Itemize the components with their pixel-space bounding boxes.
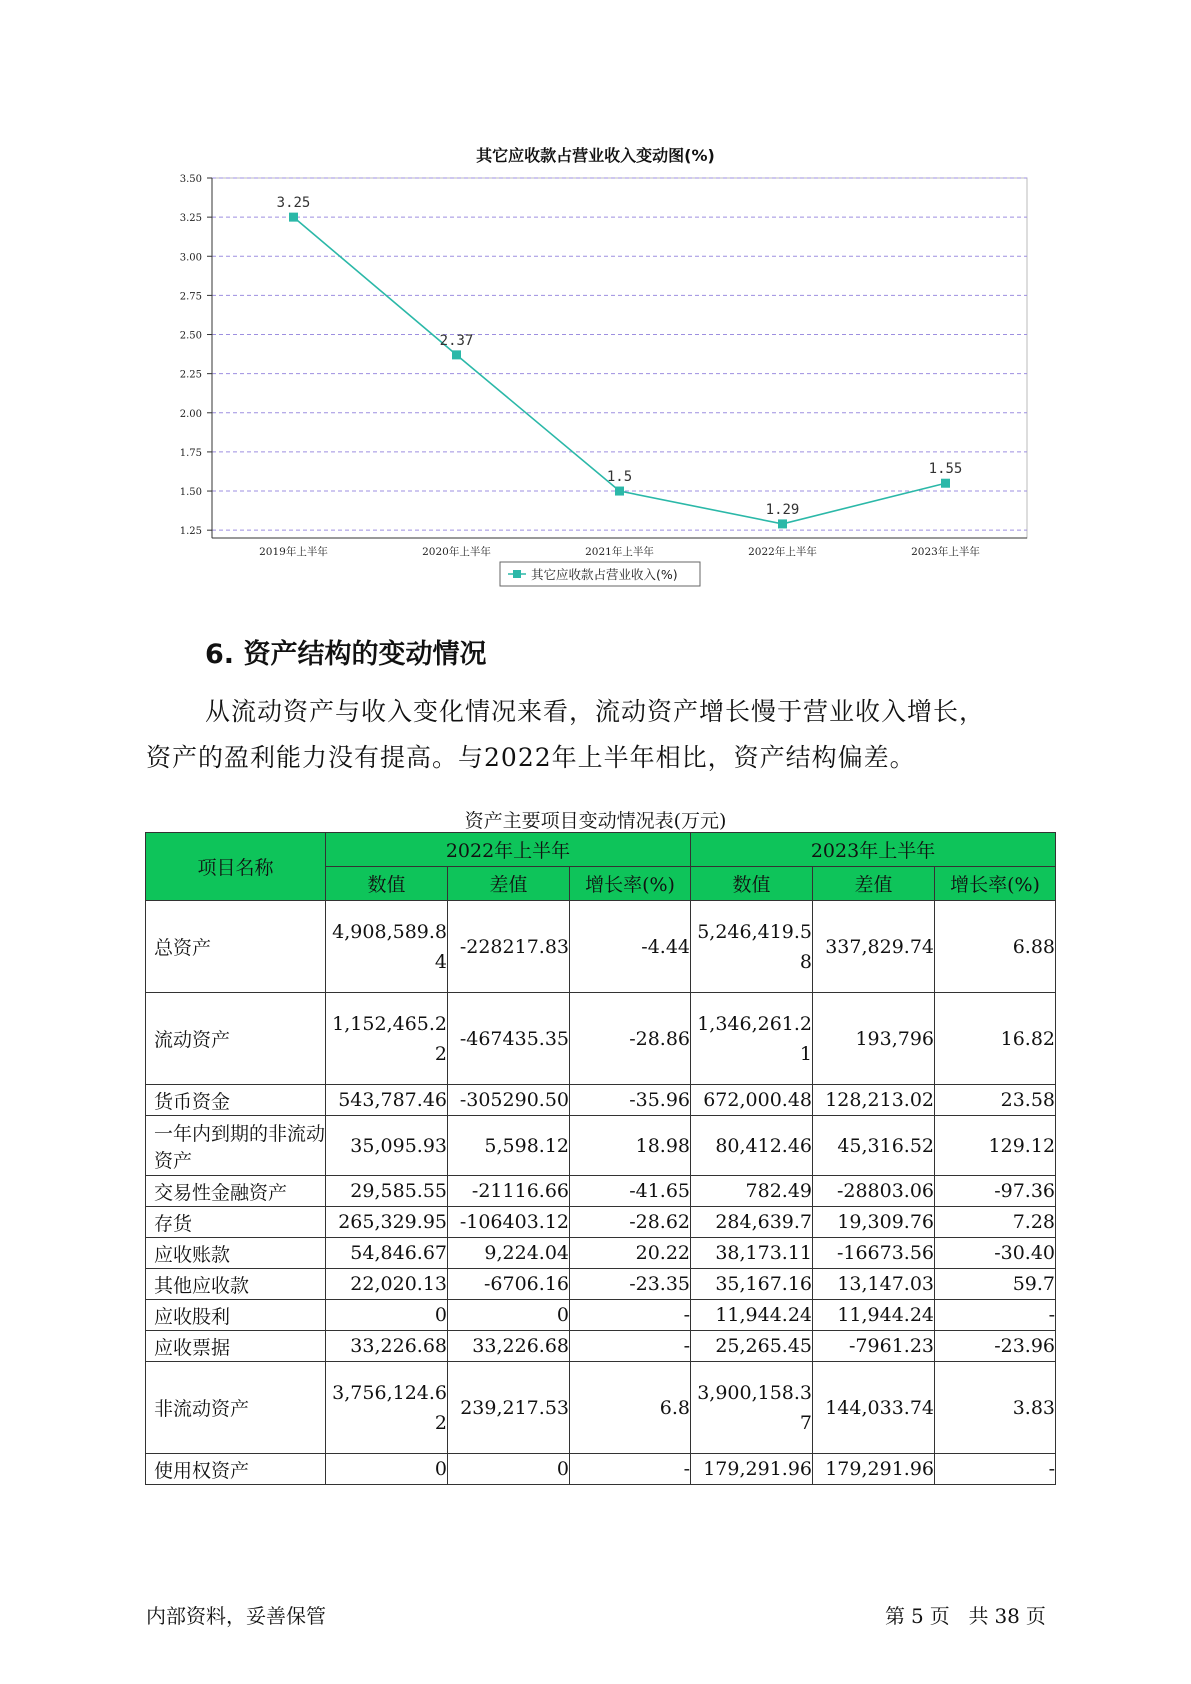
- cell-v2: 3,900,158.37: [691, 1362, 813, 1454]
- data-point: [289, 213, 298, 222]
- cell-v1: 265,329.95: [326, 1207, 448, 1238]
- cell-r2: 3.83: [935, 1362, 1056, 1454]
- cell-v1: 33,226.68: [326, 1331, 448, 1362]
- cell-d2: -7961.23: [813, 1331, 935, 1362]
- x-tick-label: 2020年上半年: [422, 546, 491, 558]
- cell-r2: 7.28: [935, 1207, 1056, 1238]
- y-tick-label: 3.25: [179, 213, 202, 225]
- line-chart: [0, 0, 1191, 600]
- y-tick-label: 1.25: [179, 526, 202, 538]
- paragraph-line-1: 从流动资产与收入变化情况来看，流动资产增长慢于营业收入增长，: [205, 697, 986, 726]
- cell-v2: 25,265.45: [691, 1331, 813, 1362]
- table-row: [146, 1331, 1056, 1362]
- table-row: [146, 1176, 1056, 1207]
- cell-d2: 144,033.74: [813, 1362, 935, 1454]
- cell-v2: 672,000.48: [691, 1085, 813, 1116]
- cell-d1: -305290.50: [448, 1085, 570, 1116]
- cell-d1: -21116.66: [448, 1176, 570, 1207]
- row-item-name: 总资产: [146, 901, 326, 993]
- cell-r1: -4.44: [570, 901, 691, 993]
- table-row: [146, 1238, 1056, 1269]
- cell-r1: 18.98: [570, 1116, 691, 1176]
- page-number-value: 5: [911, 1604, 924, 1628]
- cell-d2: 45,316.52: [813, 1116, 935, 1176]
- cell-v1: 0: [326, 1300, 448, 1331]
- cell-d2: 337,829.74: [813, 901, 935, 993]
- row-item-name: 其他应收款: [146, 1269, 326, 1300]
- table-caption: 资产主要项目变动情况表(万元): [464, 810, 727, 832]
- cell-v2: 11,944.24: [691, 1300, 813, 1331]
- assets-table: [145, 832, 1056, 1485]
- row-item-name: 货币资金: [146, 1085, 326, 1116]
- row-item-name: 应收股利: [146, 1300, 326, 1331]
- table-row: [146, 1116, 1056, 1176]
- cell-v1: 4,908,589.84: [326, 901, 448, 993]
- cell-r2: 6.88: [935, 901, 1056, 993]
- total-prefix: 共: [968, 1604, 989, 1628]
- cell-v1: 35,095.93: [326, 1116, 448, 1176]
- cell-v2: 782.49: [691, 1176, 813, 1207]
- data-label: 1.55: [928, 461, 963, 478]
- table-row: [146, 1269, 1056, 1300]
- y-tick-label: 1.75: [179, 447, 202, 459]
- y-tick-label: 2.25: [179, 369, 202, 381]
- cell-r1: -: [570, 1331, 691, 1362]
- table-row: [146, 901, 1056, 993]
- section-heading: 6. 资产结构的变动情况: [205, 639, 487, 670]
- chart-title: 其它应收款占营业收入变动图(%): [476, 146, 715, 165]
- x-tick-label: 2021年上半年: [585, 546, 654, 558]
- cell-r1: -: [570, 1300, 691, 1331]
- row-item-name: 存货: [146, 1207, 326, 1238]
- cell-d1: -467435.35: [448, 993, 570, 1085]
- data-point: [941, 479, 950, 488]
- y-tick-label: 3.00: [179, 252, 202, 264]
- cell-r2: 23.58: [935, 1085, 1056, 1116]
- y-tick-label: 2.00: [179, 408, 202, 420]
- cell-d2: 11,944.24: [813, 1300, 935, 1331]
- table-row: [146, 1300, 1056, 1331]
- cell-r1: 6.8: [570, 1362, 691, 1454]
- cell-d2: 193,796: [813, 993, 935, 1085]
- cell-v1: 543,787.46: [326, 1085, 448, 1116]
- page-number: [885, 1600, 1052, 1629]
- cell-d2: 19,309.76: [813, 1207, 935, 1238]
- cell-v1: 1,152,465.22: [326, 993, 448, 1085]
- header-period-2023: 2023年上半年: [691, 833, 1056, 867]
- data-label: 3.25: [276, 195, 311, 212]
- cell-d2: 179,291.96: [813, 1454, 935, 1485]
- cell-v2: 5,246,419.58: [691, 901, 813, 993]
- y-tick-label: 2.50: [179, 330, 202, 342]
- cell-v2: 1,346,261.21: [691, 993, 813, 1085]
- data-point: [778, 519, 787, 528]
- row-item-name: 使用权资产: [146, 1454, 326, 1485]
- data-label: 2.37: [439, 332, 474, 349]
- cell-r2: 59.7: [935, 1269, 1056, 1300]
- x-tick-label: 2019年上半年: [259, 546, 328, 558]
- cell-d1: -106403.12: [448, 1207, 570, 1238]
- header-rate: 增长率(%): [570, 867, 691, 901]
- row-item-name: 应收票据: [146, 1331, 326, 1362]
- cell-r2: -97.36: [935, 1176, 1056, 1207]
- cell-d2: 13,147.03: [813, 1269, 935, 1300]
- cell-v2: 284,639.7: [691, 1207, 813, 1238]
- row-item-name: 应收账款: [146, 1238, 326, 1269]
- x-tick-label: 2023年上半年: [911, 546, 980, 558]
- cell-r1: -: [570, 1454, 691, 1485]
- cell-d2: -28803.06: [813, 1176, 935, 1207]
- data-point: [452, 350, 461, 359]
- cell-v1: 3,756,124.62: [326, 1362, 448, 1454]
- cell-d2: 128,213.02: [813, 1085, 935, 1116]
- cell-r2: -: [935, 1454, 1056, 1485]
- header-period-2022: 2022年上半年: [326, 833, 691, 867]
- cell-v1: 0: [326, 1454, 448, 1485]
- x-tick-label: 2022年上半年: [748, 546, 817, 558]
- page-unit: 页: [929, 1604, 950, 1628]
- cell-v2: 35,167.16: [691, 1269, 813, 1300]
- y-tick-label: 3.50: [179, 174, 202, 185]
- cell-r2: -: [935, 1300, 1056, 1331]
- cell-r1: -23.35: [570, 1269, 691, 1300]
- cell-v2: 38,173.11: [691, 1238, 813, 1269]
- cell-d2: -16673.56: [813, 1238, 935, 1269]
- data-label: 1.5: [606, 469, 633, 486]
- cell-r1: -28.62: [570, 1207, 691, 1238]
- total-unit: 页: [1025, 1604, 1046, 1628]
- legend-label: 其它应收款占营业收入(%): [531, 567, 678, 582]
- total-pages-value: 38: [994, 1604, 1020, 1628]
- y-tick-label: 1.50: [179, 487, 202, 499]
- cell-d1: 9,224.04: [448, 1238, 570, 1269]
- header-value: 数值: [326, 867, 448, 901]
- header-diff: 差值: [813, 867, 935, 901]
- cell-v2: 179,291.96: [691, 1454, 813, 1485]
- cell-r2: -23.96: [935, 1331, 1056, 1362]
- cell-v1: 29,585.55: [326, 1176, 448, 1207]
- cell-v2: 80,412.46: [691, 1116, 813, 1176]
- cell-d1: 0: [448, 1300, 570, 1331]
- paragraph-line-2: 资产的盈利能力没有提高。与2022年上半年相比，资产结构偏差。: [146, 743, 916, 772]
- table-row: [146, 1454, 1056, 1485]
- table-row: [146, 993, 1056, 1085]
- table-row: [146, 1362, 1056, 1454]
- cell-r2: -30.40: [935, 1238, 1056, 1269]
- cell-r1: 20.22: [570, 1238, 691, 1269]
- cell-d1: 5,598.12: [448, 1116, 570, 1176]
- cell-d1: -228217.83: [448, 901, 570, 993]
- data-point: [615, 487, 624, 496]
- cell-d1: 0: [448, 1454, 570, 1485]
- footer-confidential-note: 内部资料，妥善保管: [146, 1604, 326, 1628]
- cell-v1: 22,020.13: [326, 1269, 448, 1300]
- cell-d1: 33,226.68: [448, 1331, 570, 1362]
- cell-r1: -41.65: [570, 1176, 691, 1207]
- cell-r2: 16.82: [935, 993, 1056, 1085]
- row-item-name: 一年内到期的非流动资产: [146, 1116, 326, 1176]
- y-tick-label: 2.75: [179, 291, 202, 303]
- row-item-name: 交易性金融资产: [146, 1176, 326, 1207]
- cell-d1: 239,217.53: [448, 1362, 570, 1454]
- row-item-name: 流动资产: [146, 993, 326, 1085]
- table-row: [146, 1207, 1056, 1238]
- page-prefix: 第: [885, 1604, 905, 1628]
- cell-v1: 54,846.67: [326, 1238, 448, 1269]
- header-item-name: 项目名称: [146, 833, 326, 901]
- header-diff: 差值: [448, 867, 570, 901]
- legend-marker: [513, 570, 521, 578]
- cell-r2: 129.12: [935, 1116, 1056, 1176]
- cell-d1: -6706.16: [448, 1269, 570, 1300]
- cell-r1: -35.96: [570, 1085, 691, 1116]
- row-item-name: 非流动资产: [146, 1362, 326, 1454]
- cell-r1: -28.86: [570, 993, 691, 1085]
- table-row: [146, 1085, 1056, 1116]
- header-rate: 增长率(%): [935, 867, 1056, 901]
- header-value: 数值: [691, 867, 813, 901]
- data-label: 1.29: [765, 501, 800, 518]
